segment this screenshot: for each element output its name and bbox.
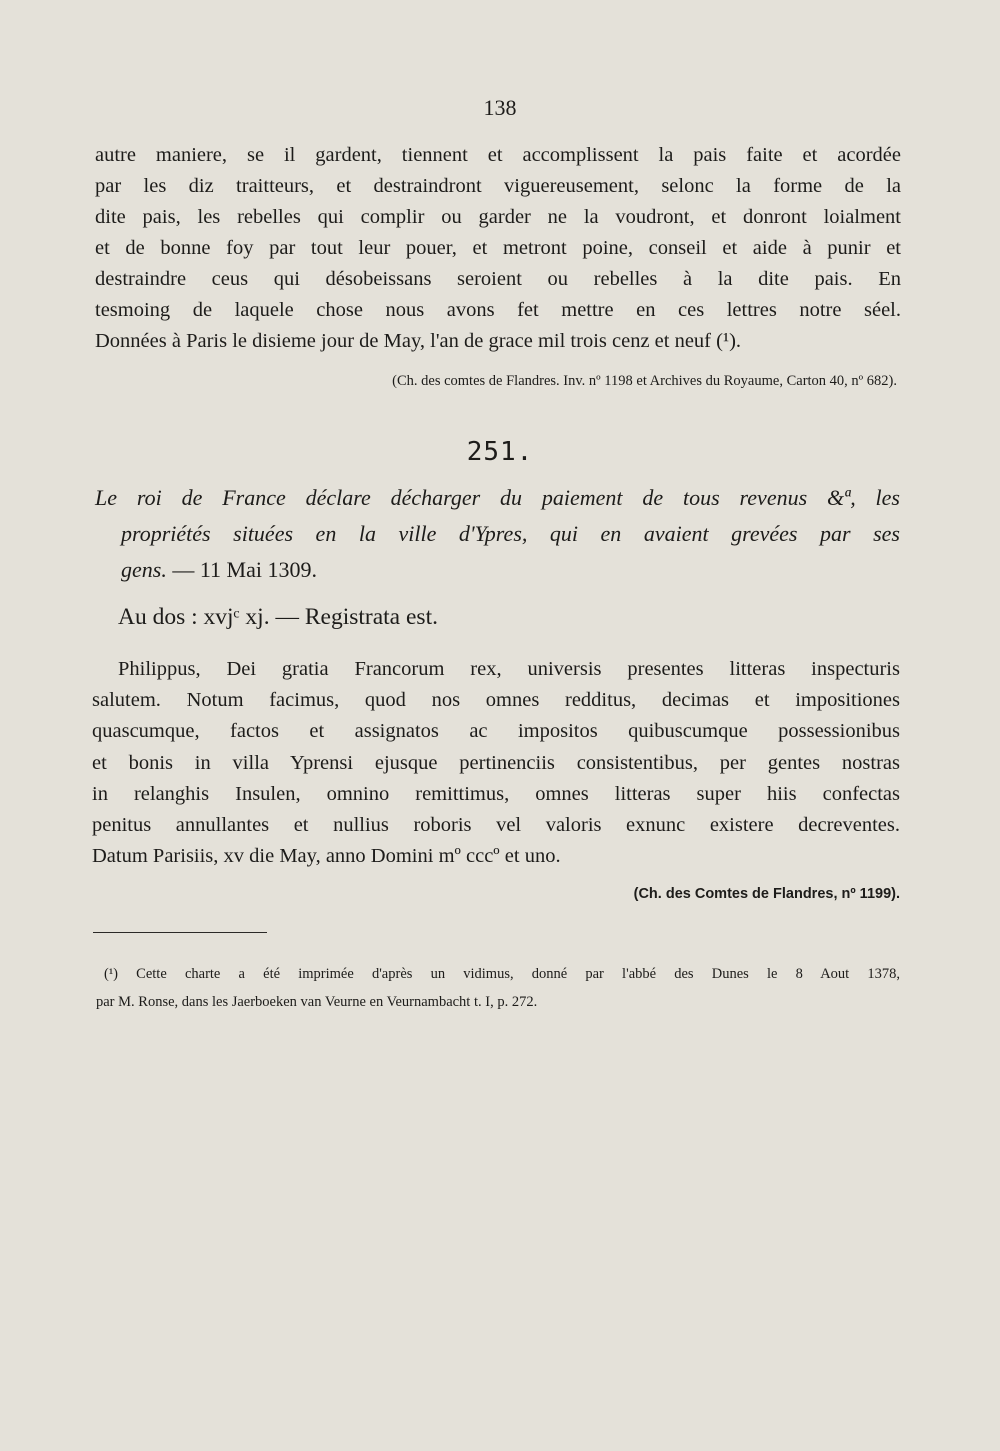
text-line: in relanghis Insulen, omnino remittimus, omnes litteras super hiis confectas xyxy=(92,782,900,805)
text-line: penitus annullantes et nullius roboris vel valoris exnunc existere decreventes. xyxy=(92,814,900,837)
footnote-divider xyxy=(93,932,267,933)
summary-line: propriétés situées en la ville d'Ypres, qui en avaient grevées par ses xyxy=(121,521,900,546)
text-line: et de bonne foy par tout leur pouer, et metront poine, conseil et aide à punir et xyxy=(95,237,901,259)
text-line: Philippus, Dei gratia Francorum rex, universis presentes litteras inspecturis xyxy=(118,658,900,680)
text-line: salutem. Notum facimus, quod nos omnes redditus, decimas et impositiones xyxy=(92,689,900,712)
summary-text: gens. xyxy=(121,557,167,582)
endorsement: Au dos : xvjᶜ xj. — Registrata est. xyxy=(118,604,438,630)
page-number: 138 xyxy=(483,95,517,120)
text-line: autre maniere, se il gardent, tiennent et accomplissent la pais faite et acordée xyxy=(95,144,901,166)
document-number: 251. xyxy=(466,437,534,467)
paragraph-continuation xyxy=(95,140,901,357)
summary-line: Le roi de France déclare décharger du paiement de tous revenus &ª, les xyxy=(95,485,900,510)
text-line: par les diz traitteurs, et destraindront viguereusement, selonc la forme de la xyxy=(95,175,901,197)
text-line: Données à Paris le disieme jour de May, l'an de grace mil trois cenz et neuf (¹). xyxy=(95,330,742,352)
summary-line xyxy=(95,552,900,588)
document-summary xyxy=(95,480,900,588)
text-line: tesmoing de laquele chose nous avons fet mettre en ces lettres notre séel. xyxy=(95,299,901,321)
footnote xyxy=(96,960,900,1016)
text-line: dite pais, les rebelles qui complir ou garder ne la voudront, et donront loialment xyxy=(95,206,901,228)
text-line: destraindre ceus qui désobeissans seroient ou rebelles à la dite pais. En xyxy=(95,268,901,290)
charter-text xyxy=(92,654,900,872)
text-line: quascumque, factos et assignatos ac impositos quibuscumque possessionibus xyxy=(92,720,900,743)
footnote-line: par M. Ronse, dans les Jaerboeken van Veurne en Veurnambacht t. I, p. 272. xyxy=(96,994,538,1010)
source-citation: (Ch. des comtes de Flandres. Inv. nº 1198 et Archives du Royaume, Carton 40, nº 682). xyxy=(392,373,897,389)
summary-date: — 11 Mai 1309. xyxy=(166,557,317,582)
source-citation: (Ch. des Comtes de Flandres, nº 1199). xyxy=(633,886,900,902)
footnote-line: (¹) Cette charte a été imprimée d'après un vidimus, donné par l'abbé des Dunes le 8 Aout 1378, xyxy=(104,966,900,982)
text-line: Datum Parisiis, xv die May, anno Domini mº cccº et uno. xyxy=(92,845,561,868)
text-line: et bonis in villa Yprensi ejusque pertinenciis consistentibus, per gentes nostras xyxy=(92,751,900,774)
